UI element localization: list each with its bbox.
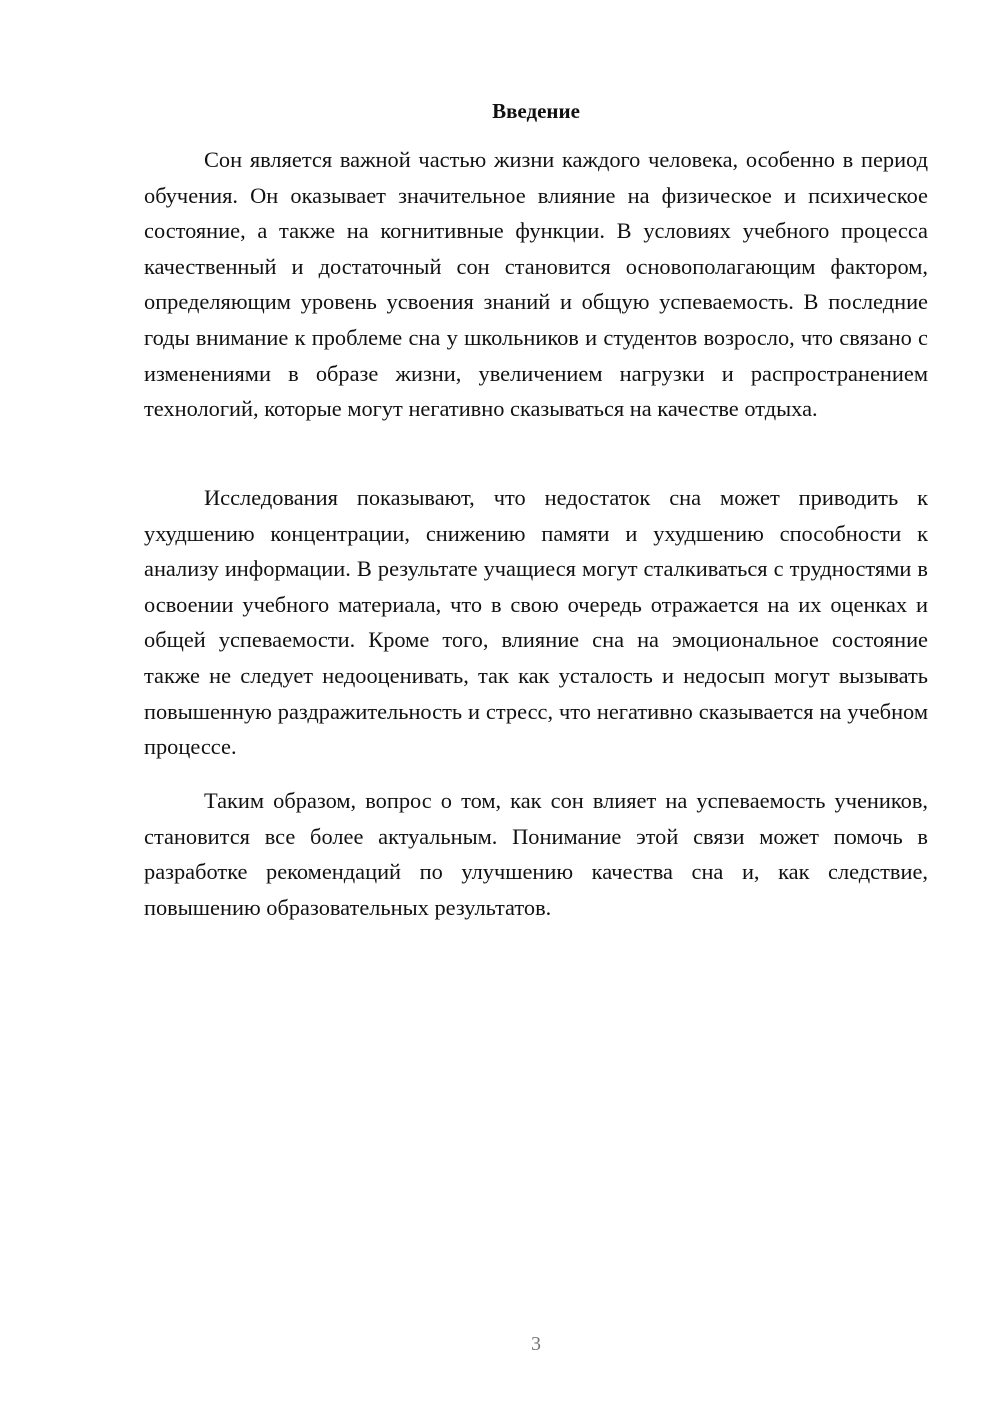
page-number: 3 [531,1333,541,1355]
paragraph-2: Исследования показывают, что недостаток сна может приводить к ухудшению концентрации, снижению памяти и ухудшению способности к анализу информации. В результате учащиеся могут сталкиваться с трудностями в освоении учебного материала, что в свою очередь отражается на их оценках и общей успеваемости. Кроме того, влияние сна на эмоциональное состояние также не следует недооценивать, так как усталость и недосып могут вызывать повышенную раздражительность и стресс, что негативно сказывается на учебном процессе. [144,485,928,760]
paragraph-3: Таким образом, вопрос о том, как сон влияет на успеваемость учеников, становится все более актуальным. Понимание этой связи может помочь в разработке рекомендаций по улучшению качества сна и, как следствие, повышению образовательных результатов. [144,788,928,920]
section-heading: Введение [492,99,580,123]
paragraph-1: Сон является важной частью жизни каждого человека, особенно в период обучения. Он оказывает значительное влияние на физическое и психическое состояние, а также на когнитивные функции. В условиях учебного процесса качественный и достаточный сон становится основополагающим фактором, определяющим уровень усвоения знаний и общую успеваемость. В последние годы внимание к проблеме сна у школьников и студентов возросло, что связано с изменениями в образе жизни, увеличением нагрузки и распространением технологий, которые могут негативно сказываться на качестве отдыха. [144,147,928,422]
